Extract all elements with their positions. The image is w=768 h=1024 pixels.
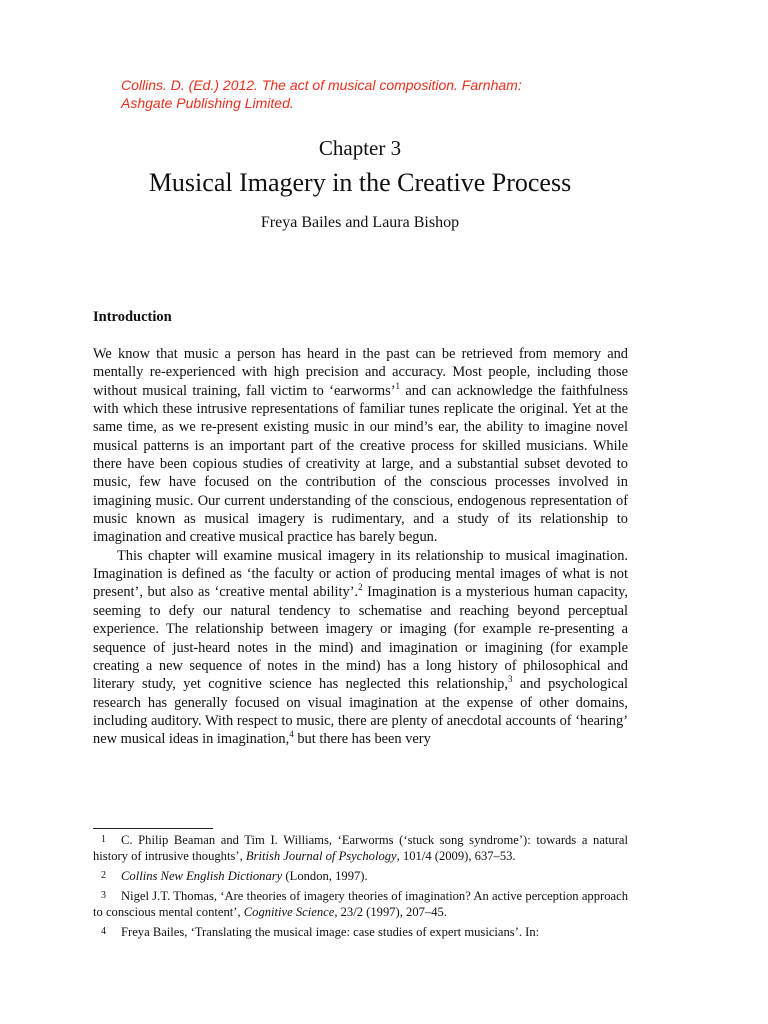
chapter-title: Musical Imagery in the Creative Process <box>148 168 572 197</box>
text-run: (London, 1997). <box>282 869 368 883</box>
text-run: Freya Bailes, ‘Translating the musical image: case studies of expert musicians’. In: <box>121 925 540 939</box>
italic-title: British Journal of Psychology <box>245 849 397 863</box>
section-heading: Introduction <box>93 309 172 325</box>
footnote-separator <box>93 828 213 829</box>
text-run: C. Philip Beaman and Tim I. Williams, ‘Earworms (‘stuck song syndrome’): towards a natural history of intrusive thoughts’, <box>93 833 628 863</box>
citation-line-1: Collins. D. (Ed.) 2012. The act of musical composition. Farnham: <box>121 77 522 93</box>
text-run: but there has been very <box>293 731 431 748</box>
chapter-authors: Freya Bailes and Laura Bishop <box>260 214 460 231</box>
footnote-number: 1 <box>101 834 106 845</box>
text-run: Nigel J.T. Thomas, ‘Are theories of imagery theories of imagination? An active perception approach to conscious mental content’, <box>93 889 628 919</box>
text-run: We know that music a person has heard in the past can be retrieved from memory and mentally re-experienced with high precision and accuracy. Most people, including those without musical training, fall victim to ‘earworms’ <box>93 346 628 399</box>
footnote-marker[interactable]: 3 <box>507 674 513 685</box>
footnote <box>93 924 628 940</box>
chapter-number: Chapter 3 <box>318 136 402 160</box>
text-run: This chapter will examine musical imagery in its relationship to musical imagination. Imagination is defined as ‘the faculty or action of producing mental images of what is not present’, but also as ‘creative mental ability’. <box>93 547 628 601</box>
citation-reference <box>121 76 601 112</box>
citation-line-2: Ashgate Publishing Limited. <box>121 95 294 111</box>
footnote-marker[interactable]: 2 <box>358 582 363 593</box>
text-run: and can acknowledge the faithfulness with which these intrusive representations of familiar tunes replicate the original. Yet at the same time, as we re-present existing music in our mind’s ear, the ability to imagine novel musical patterns is an important part of the creative process for skilled musicians. While there have been copious studies of creativity at large, and a substantial subset devoted to music, few have focused on the contribution of the conscious processes involved in imagining music. Our current understanding of the conscious, endogenous representation of music known as musical imagery is rudimentary, and a study of its relationship to imagination and creative musical practice has barely begun. <box>93 382 628 546</box>
body-text <box>93 345 628 749</box>
text-run: Imagination is a mysterious human capacity, seeming to defy our natural tendency to schematise and reaching beyond perceptual experience. The relationship between imagery or imaging (for example re-presenting a sequence of just-heard notes in the mind) and imagination or imagining (for example creating a new sequence of notes in the mind) has a long history of philosophical and literary study, yet cognitive science has neglected this relationship, <box>93 584 629 693</box>
italic-title: Collins New English Dictionary <box>121 869 283 883</box>
footnote <box>93 868 628 884</box>
italic-title: Cognitive Science <box>243 905 335 919</box>
footnotes <box>93 832 628 944</box>
text-run: , 101/4 (2009), 637–53. <box>396 849 516 863</box>
paragraph <box>93 547 628 749</box>
text-run: and psychological research has generally focused on visual imagination at the expense of other domains, including auditory. With respect to music, there are plenty of anecdotal accounts of ‘hearing’ new musical ideas in imagination, <box>93 676 628 748</box>
text-run: , 23/2 (1997), 207–45. <box>334 905 447 919</box>
footnote-number: 3 <box>101 890 106 901</box>
footnote <box>93 832 628 864</box>
footnote <box>93 888 628 920</box>
footnote-number: 4 <box>101 926 106 937</box>
footnote-marker[interactable]: 1 <box>395 380 400 391</box>
footnote-marker[interactable]: 4 <box>289 729 294 740</box>
footnote-number: 2 <box>101 870 106 881</box>
paragraph <box>93 345 628 547</box>
